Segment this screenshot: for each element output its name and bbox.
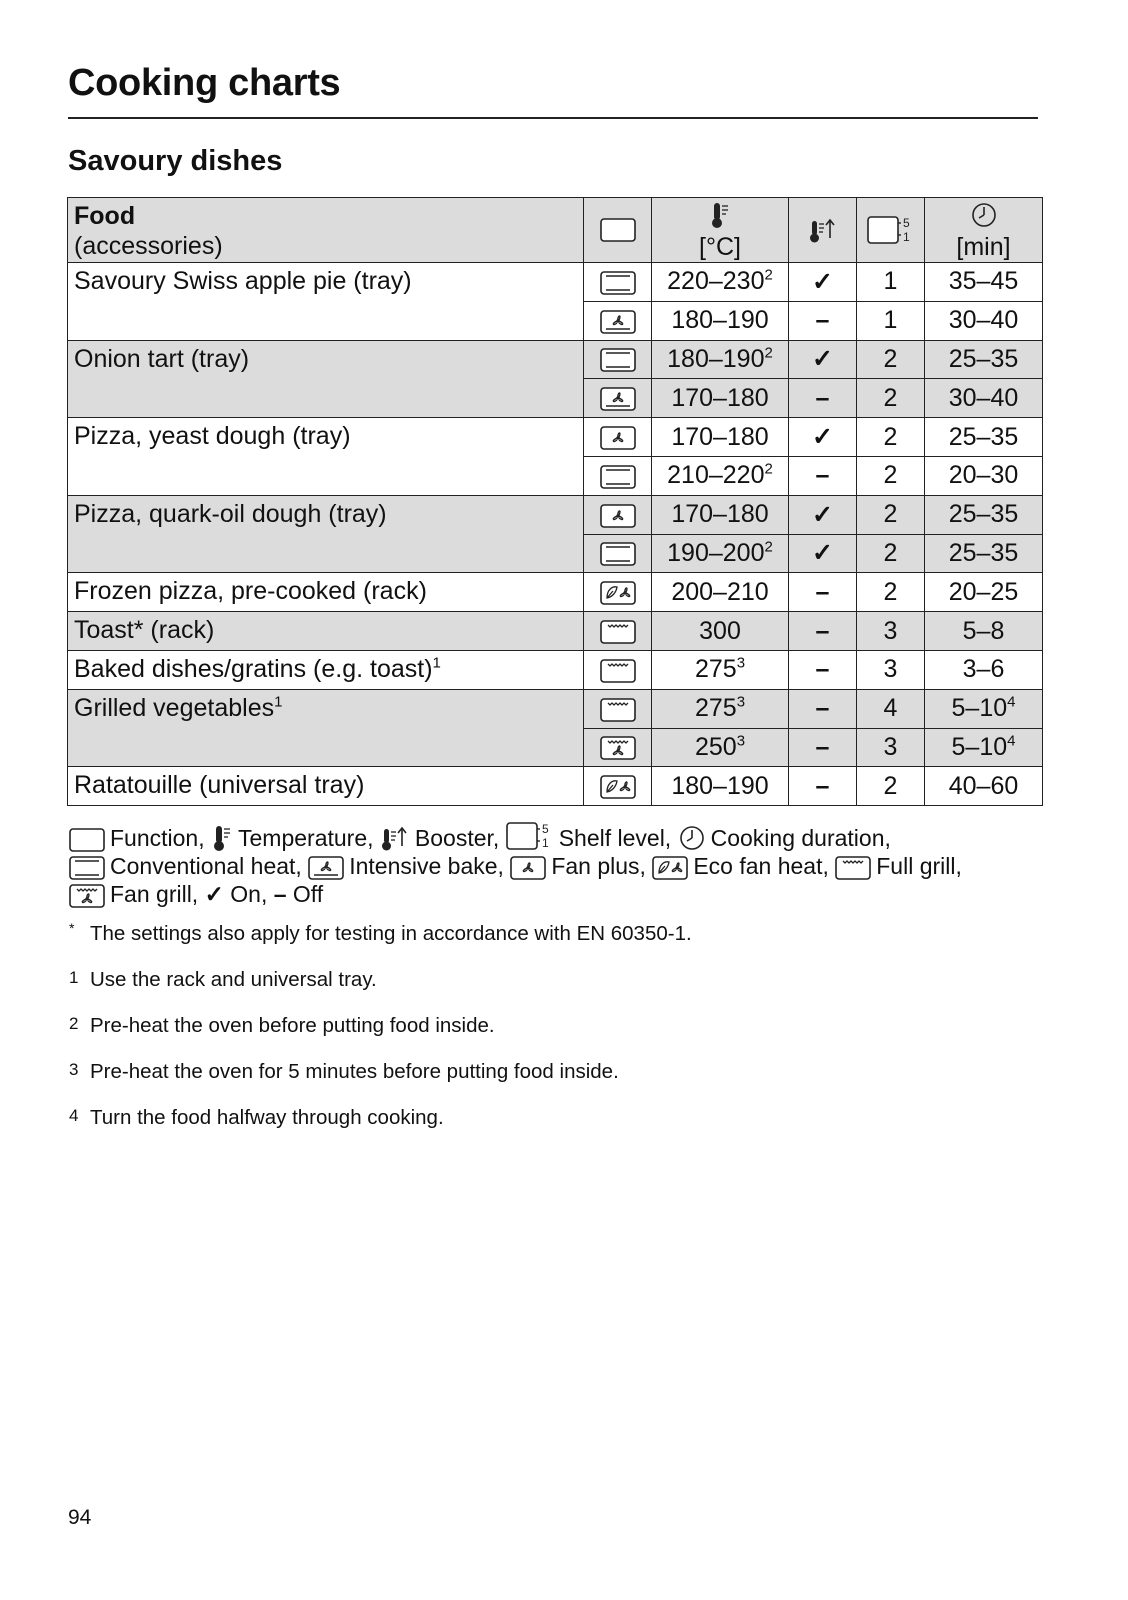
shelf-level-value: 1 <box>883 306 898 335</box>
duration-cell <box>925 767 1043 806</box>
duration-cell <box>925 456 1043 495</box>
duration-footnote-ref: 4 <box>1007 693 1016 711</box>
footnote-text: Turn the food halfway through cooking. <box>90 1106 444 1129</box>
full-grill-icon <box>600 698 636 722</box>
temperature-value: 180–190 <box>671 771 769 800</box>
shelf-level-cell <box>857 689 925 728</box>
intensive-bake-icon <box>600 387 636 411</box>
function-header <box>584 198 652 263</box>
footnote-mark: 4 <box>69 1106 79 1125</box>
booster-cell <box>789 301 857 340</box>
thermometer-icon <box>709 201 731 229</box>
food-name: Onion tart (tray) <box>74 344 250 373</box>
temperature-cell <box>652 767 789 806</box>
temperature-value: 200–210 <box>671 577 769 606</box>
duration-cell <box>925 728 1043 767</box>
temperature-value: 210–220 <box>667 461 765 490</box>
duration-value: 30–40 <box>948 306 1019 335</box>
eco-fan-heat-icon <box>600 775 636 799</box>
function-cell <box>584 689 652 728</box>
temperature-cell <box>652 340 789 379</box>
fan-grill-icon <box>600 736 636 760</box>
shelf-level-value: 2 <box>883 500 898 529</box>
legend-intensive: Intensive bake, <box>349 853 504 879</box>
duration-value: 25–35 <box>948 422 1019 451</box>
temperature-value: 250 <box>694 732 737 761</box>
table-row <box>68 689 1043 728</box>
table-row <box>68 340 1043 379</box>
shelf-level-cell <box>857 767 925 806</box>
food-name: Toast* (rack) <box>74 616 215 645</box>
dash-icon: – <box>815 577 830 606</box>
duration-value: 5–8 <box>962 616 1005 645</box>
function-cell <box>584 263 652 302</box>
full-grill-icon <box>600 659 636 683</box>
page-title: Cooking charts <box>68 62 341 104</box>
dash-icon: – <box>815 616 830 645</box>
legend-fan-plus: Fan plus, <box>551 853 646 879</box>
temperature-footnote-ref: 2 <box>764 267 773 285</box>
shelf-level-value: 2 <box>883 461 898 490</box>
shelf-level-value: 2 <box>883 383 898 412</box>
temperature-cell <box>652 418 789 457</box>
dash-icon: – <box>815 732 830 761</box>
svg-text:1: 1 <box>541 836 549 850</box>
temperature-value: 170–180 <box>671 422 769 451</box>
function-cell <box>584 728 652 767</box>
svg-text:5: 5 <box>541 822 549 836</box>
thermometer-icon <box>211 824 233 852</box>
food-name: Frozen pizza, pre-cooked (rack) <box>74 577 427 606</box>
shelf-level-cell <box>857 301 925 340</box>
temperature-cell <box>652 534 789 573</box>
function-cell <box>584 340 652 379</box>
food-cell <box>68 573 584 612</box>
cooking-chart-table <box>67 197 1043 806</box>
footnote-text: The settings also apply for testing in accordance with EN 60350-1. <box>90 922 692 945</box>
food-name: Savoury Swiss apple pie (tray) <box>74 267 412 295</box>
shelf-level-value: 3 <box>883 732 898 761</box>
duration-value: 5–10 <box>951 694 1008 723</box>
check-icon: ✓ <box>204 881 224 907</box>
shelf-level-cell <box>857 263 925 302</box>
table-row <box>68 767 1043 806</box>
duration-cell <box>925 650 1043 689</box>
shelf-level-value: 2 <box>883 771 898 800</box>
duration-header <box>925 198 1043 263</box>
shelf-level-value: 2 <box>883 422 898 451</box>
conventional-heat-icon <box>600 465 636 489</box>
legend-full-grill: Full grill, <box>876 853 962 879</box>
food-cell <box>68 340 584 418</box>
food-footnote-ref: 1 <box>274 693 283 711</box>
intensive-bake-icon <box>600 310 636 334</box>
temperature-header <box>652 198 789 263</box>
booster-cell <box>789 689 857 728</box>
duration-value: 35–45 <box>948 267 1019 296</box>
food-cell <box>68 767 584 806</box>
duration-cell <box>925 495 1043 534</box>
booster-cell <box>789 534 857 573</box>
booster-icon <box>380 824 410 852</box>
eco-fan-heat-icon <box>652 856 688 880</box>
shelf-level-cell <box>857 418 925 457</box>
check-icon: ✓ <box>812 345 833 374</box>
booster-cell <box>789 418 857 457</box>
table-row <box>68 495 1043 534</box>
duration-cell <box>925 573 1043 612</box>
check-icon: ✓ <box>812 267 833 296</box>
shelf-level-cell <box>857 728 925 767</box>
shelf-level-value: 2 <box>883 577 898 606</box>
temperature-cell <box>652 456 789 495</box>
full-grill-icon <box>600 620 636 644</box>
temperature-footnote-ref: 2 <box>764 538 773 556</box>
food-name: Grilled vegetables <box>74 693 275 722</box>
shelf-level-cell <box>857 456 925 495</box>
shelf-level-cell <box>857 340 925 379</box>
duration-unit: [min] <box>956 232 1011 261</box>
food-name: Pizza, yeast dough (tray) <box>74 422 351 451</box>
temperature-value: 180–190 <box>671 306 769 335</box>
temperature-footnote-ref: 2 <box>764 344 773 362</box>
temperature-cell <box>652 728 789 767</box>
temperature-value: 300 <box>699 616 741 645</box>
temperature-value: 170–180 <box>671 500 769 529</box>
check-icon: ✓ <box>812 500 833 529</box>
booster-cell <box>789 456 857 495</box>
fan-plus-icon <box>600 504 636 528</box>
food-cell <box>68 650 584 689</box>
fan-grill-icon <box>69 884 105 908</box>
food-header-sub: (accessories) <box>74 232 223 260</box>
temperature-value: 220–230 <box>667 267 765 296</box>
table-row <box>68 612 1043 651</box>
food-cell <box>68 495 584 573</box>
legend-on: On, <box>230 881 268 907</box>
shelf-level-value: 3 <box>883 616 898 645</box>
duration-value: 3–6 <box>962 655 1005 684</box>
temperature-value: 275 <box>694 694 737 723</box>
duration-value: 5–10 <box>951 732 1008 761</box>
temperature-cell <box>652 650 789 689</box>
function-cell <box>584 650 652 689</box>
shelf-level-icon <box>506 820 554 852</box>
duration-cell <box>925 689 1043 728</box>
duration-cell <box>925 418 1043 457</box>
food-name: Baked dishes/gratins (e.g. toast) <box>74 654 433 683</box>
duration-footnote-ref: 4 <box>1007 732 1016 750</box>
shelf-level-cell <box>857 612 925 651</box>
booster-header <box>789 198 857 263</box>
duration-cell <box>925 263 1043 302</box>
food-name: Ratatouille (universal tray) <box>74 771 365 800</box>
duration-cell <box>925 379 1043 418</box>
table-row <box>68 418 1043 457</box>
table-row <box>68 263 1043 302</box>
booster-cell <box>789 379 857 418</box>
legend-line-3 <box>69 880 1069 908</box>
booster-icon <box>808 216 838 244</box>
legend <box>69 820 1069 908</box>
temperature-footnote-ref: 3 <box>736 655 746 673</box>
legend-off: Off <box>292 881 324 907</box>
fan-plus-icon <box>600 426 636 450</box>
function-cell <box>584 418 652 457</box>
duration-value: 20–30 <box>948 461 1019 490</box>
duration-cell <box>925 534 1043 573</box>
full-grill-icon <box>835 856 871 880</box>
function-icon <box>600 218 636 242</box>
duration-value: 30–40 <box>948 383 1019 412</box>
temperature-cell <box>652 689 789 728</box>
booster-cell <box>789 728 857 767</box>
function-cell <box>584 379 652 418</box>
duration-value: 25–35 <box>948 538 1019 567</box>
duration-value: 40–60 <box>948 771 1019 800</box>
booster-cell <box>789 650 857 689</box>
table-header-row <box>68 198 1043 263</box>
legend-fan-grill: Fan grill, <box>110 881 199 907</box>
shelf-level-value: 1 <box>883 267 898 296</box>
footnote-mark: * <box>69 920 75 936</box>
footnote-mark: 1 <box>69 968 79 987</box>
legend-duration: Cooking duration, <box>710 825 891 851</box>
function-cell <box>584 767 652 806</box>
table-row <box>68 650 1043 689</box>
clock-icon <box>970 201 998 229</box>
booster-cell <box>789 573 857 612</box>
function-cell <box>584 573 652 612</box>
food-header-label: Food <box>74 202 136 230</box>
conventional-heat-icon <box>69 856 105 880</box>
temperature-footnote-ref: 3 <box>736 693 746 711</box>
fan-plus-icon <box>510 856 546 880</box>
dash-icon: – <box>273 881 287 907</box>
shelf-level-value: 2 <box>883 344 898 373</box>
temperature-value: 190–200 <box>667 538 765 567</box>
duration-value: 25–35 <box>948 500 1019 529</box>
section-title: Savoury dishes <box>68 145 283 177</box>
shelf-level-cell <box>857 650 925 689</box>
shelf-level-value: 4 <box>883 694 898 723</box>
booster-cell <box>789 767 857 806</box>
food-cell <box>68 263 584 341</box>
svg-text:5: 5 <box>902 216 910 230</box>
legend-line-2 <box>69 852 1069 880</box>
temperature-value: 180–190 <box>667 344 765 373</box>
dash-icon: – <box>815 655 830 684</box>
footnote-text: Use the rack and universal tray. <box>90 968 377 991</box>
food-cell <box>68 689 584 767</box>
duration-value: 25–35 <box>948 344 1019 373</box>
shelf-level-cell <box>857 534 925 573</box>
food-cell <box>68 612 584 651</box>
function-cell <box>584 301 652 340</box>
duration-cell <box>925 340 1043 379</box>
legend-conventional: Conventional heat, <box>110 853 302 879</box>
food-name: Pizza, quark-oil dough (tray) <box>74 499 387 528</box>
dash-icon: – <box>815 771 830 800</box>
shelf-level-cell <box>857 573 925 612</box>
temperature-cell <box>652 495 789 534</box>
temperature-cell <box>652 612 789 651</box>
duration-value: 20–25 <box>948 577 1019 606</box>
check-icon: ✓ <box>812 539 833 568</box>
temperature-cell <box>652 379 789 418</box>
page-number: 94 <box>68 1506 92 1529</box>
shelf-level-icon <box>867 214 915 246</box>
conventional-heat-icon <box>600 348 636 372</box>
table-row <box>68 573 1043 612</box>
svg-text:1: 1 <box>902 230 910 244</box>
check-icon: ✓ <box>812 423 833 452</box>
temperature-cell <box>652 573 789 612</box>
shelf-header <box>857 198 925 263</box>
shelf-level-value: 3 <box>883 655 898 684</box>
legend-temperature: Temperature, <box>238 825 374 851</box>
temperature-unit: [°C] <box>699 232 741 261</box>
shelf-level-value: 2 <box>883 538 898 567</box>
legend-eco-fan: Eco fan heat, <box>693 853 829 879</box>
temperature-footnote-ref: 2 <box>764 461 773 479</box>
conventional-heat-icon <box>600 542 636 566</box>
intensive-bake-icon <box>308 856 344 880</box>
duration-cell <box>925 612 1043 651</box>
dash-icon: – <box>815 694 830 723</box>
conventional-heat-icon <box>600 271 636 295</box>
legend-line-1 <box>69 820 1069 852</box>
shelf-level-cell <box>857 379 925 418</box>
footnote-text: Pre-heat the oven for 5 minutes before putting food inside. <box>90 1060 619 1083</box>
footnote-mark: 2 <box>69 1014 79 1033</box>
temperature-value: 170–180 <box>671 383 769 412</box>
legend-function: Function, <box>110 825 205 851</box>
dash-icon: – <box>815 461 830 490</box>
dash-icon: – <box>815 383 830 412</box>
function-cell <box>584 495 652 534</box>
food-footnote-ref: 1 <box>432 654 441 672</box>
booster-cell <box>789 612 857 651</box>
temperature-value: 275 <box>694 655 737 684</box>
function-cell <box>584 612 652 651</box>
dash-icon: – <box>815 306 830 335</box>
booster-cell <box>789 495 857 534</box>
function-cell <box>584 534 652 573</box>
food-header <box>68 198 584 263</box>
booster-cell <box>789 340 857 379</box>
clock-icon <box>678 824 706 852</box>
footnote-mark: 3 <box>69 1060 79 1079</box>
temperature-cell <box>652 301 789 340</box>
eco-fan-heat-icon <box>600 581 636 605</box>
food-cell <box>68 418 584 496</box>
shelf-level-cell <box>857 495 925 534</box>
footnote-text: Pre-heat the oven before putting food inside. <box>90 1014 495 1037</box>
legend-shelf: Shelf level, <box>558 825 672 851</box>
function-cell <box>584 456 652 495</box>
temperature-cell <box>652 263 789 302</box>
temperature-footnote-ref: 3 <box>736 732 746 750</box>
legend-booster: Booster, <box>414 825 500 851</box>
duration-cell <box>925 301 1043 340</box>
booster-cell <box>789 263 857 302</box>
title-divider <box>68 117 1038 119</box>
function-icon <box>69 828 105 852</box>
